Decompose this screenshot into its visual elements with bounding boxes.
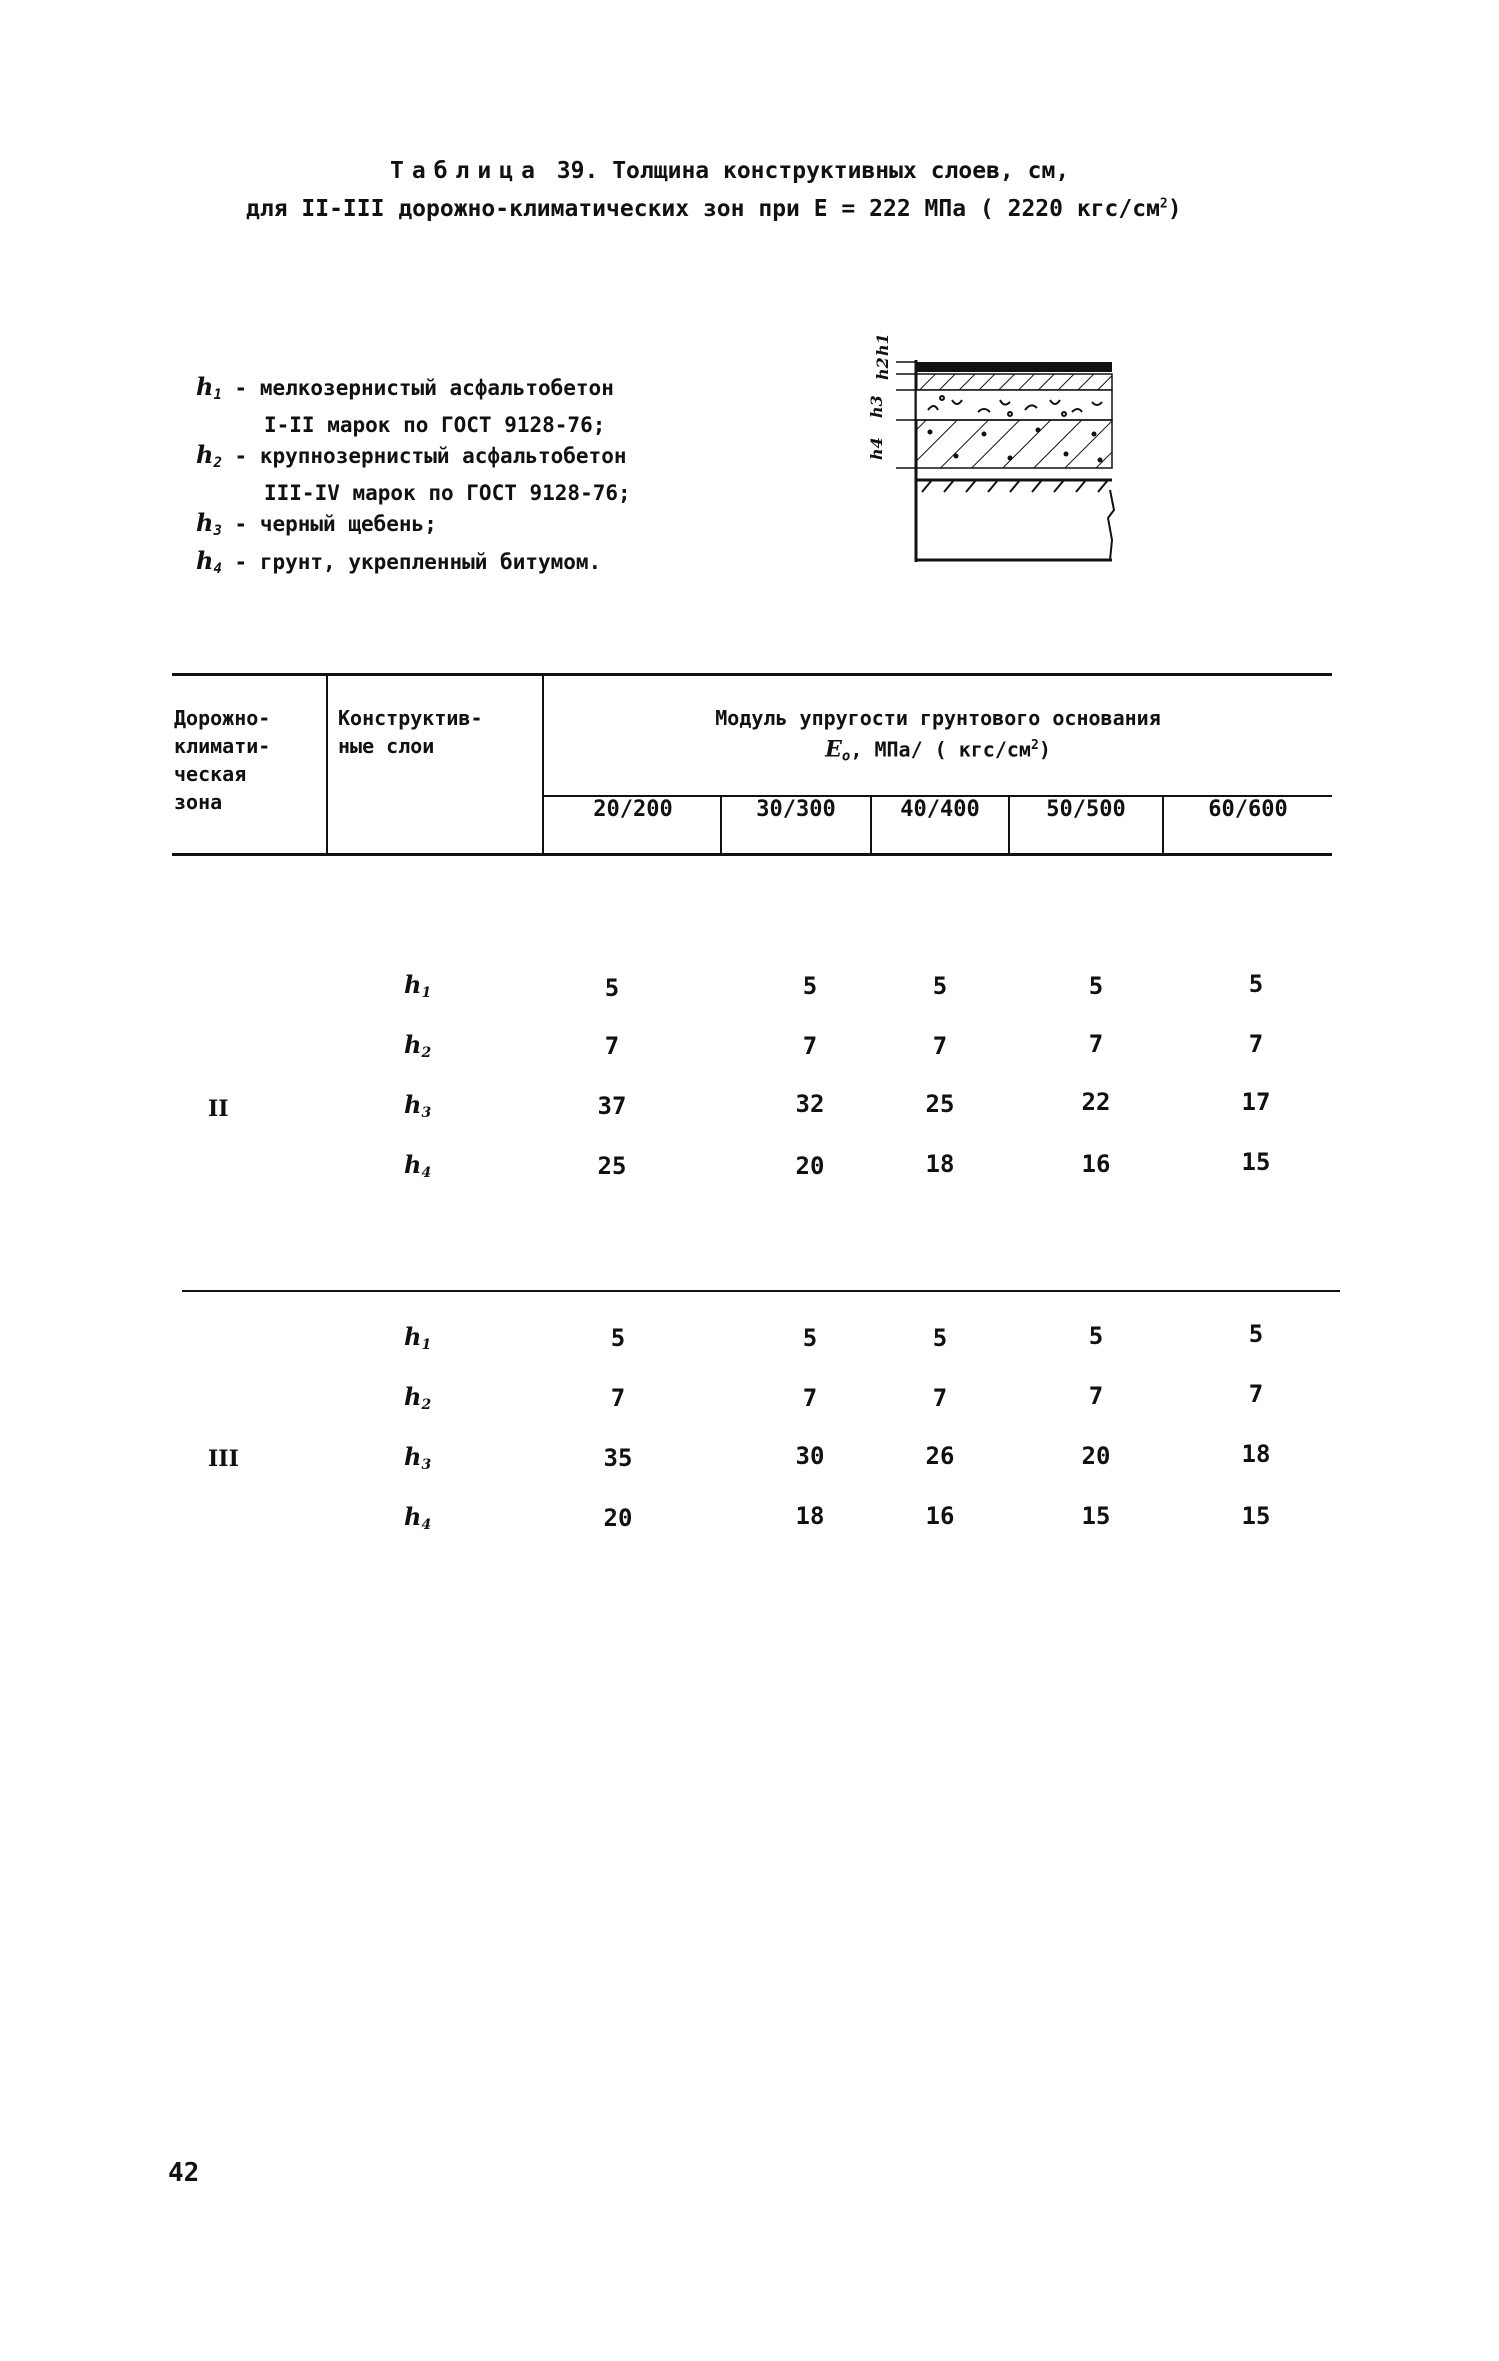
- legend-symbol: h: [196, 508, 214, 537]
- title-close: ): [1167, 196, 1182, 222]
- header-layers-line: ные слои: [338, 734, 435, 758]
- legend-item-h4: [196, 546, 631, 584]
- cell: 20: [603, 1504, 633, 1532]
- modulus-sup: 2: [1030, 738, 1039, 753]
- cell: 22: [1081, 1088, 1111, 1116]
- legend-text: - грунт, укрепленный битумом.: [234, 550, 602, 574]
- layer-sub: 2: [421, 1397, 432, 1413]
- zone-label-ii: II: [208, 1096, 229, 1122]
- modulus-symbol: E: [825, 736, 842, 763]
- table-title-number: 39.: [556, 158, 599, 184]
- header-zone-line: ческая: [174, 762, 247, 786]
- cell: 5: [802, 1324, 818, 1352]
- modulus-col-3: 40/400: [900, 797, 980, 822]
- header-zone-line: климати-: [174, 734, 271, 758]
- row-layer-h2: [404, 1030, 431, 1061]
- legend-sub: 2: [213, 455, 222, 471]
- col-divider-1: [326, 673, 328, 855]
- cell: 18: [925, 1150, 955, 1178]
- cell: 5: [802, 972, 818, 1000]
- row-layer-h4: [404, 1150, 431, 1181]
- layer-h1-shape: [916, 362, 1112, 372]
- header-modulus-title: Модуль упругости грунтового основания: [715, 706, 1161, 730]
- title-sup: 2: [1159, 196, 1168, 212]
- diagram-label-h3: h3: [867, 395, 886, 418]
- cell: 7: [1088, 1382, 1104, 1410]
- legend-text: - черный щебень;: [234, 512, 437, 536]
- legend-symbol: h: [196, 372, 214, 401]
- cell: 20: [795, 1152, 825, 1180]
- row-layer-h3: [404, 1090, 431, 1121]
- layer-sub: 1: [421, 985, 432, 1001]
- layer-h3-shape: [916, 390, 1112, 420]
- cell: 5: [1248, 1320, 1264, 1348]
- legend: [196, 372, 631, 584]
- legend-text: - мелкозернистый асфальтобетон: [234, 376, 614, 400]
- layer-sym: h: [404, 1150, 422, 1179]
- cell: 7: [932, 1032, 948, 1060]
- layer-sym: h: [404, 1322, 422, 1351]
- cell: 5: [1088, 1322, 1104, 1350]
- cell: 5: [604, 974, 620, 1002]
- legend-symbol: h: [196, 546, 214, 575]
- cell: 35: [603, 1444, 633, 1472]
- cell: 7: [1248, 1030, 1264, 1058]
- cell: 18: [1241, 1440, 1271, 1468]
- layer-sub: 4: [421, 1165, 432, 1181]
- header-zone-line: зона: [174, 790, 223, 814]
- cell: 5: [932, 972, 948, 1000]
- modulus-col-1: 20/200: [593, 797, 673, 822]
- layer-sub: 1: [421, 1337, 432, 1353]
- row-layer-h1: [404, 1322, 431, 1353]
- header-modulus-units: [544, 732, 1332, 771]
- cell: 7: [610, 1384, 626, 1412]
- cell: 15: [1241, 1502, 1271, 1530]
- layer-sym: h: [404, 1442, 422, 1471]
- header-zone-line: Дорожно-: [174, 706, 271, 730]
- diagram-label-h4: h4: [867, 437, 886, 460]
- cell: 15: [1081, 1502, 1111, 1530]
- page-number: 42: [168, 2158, 200, 2188]
- cell: 7: [1088, 1030, 1104, 1058]
- cell: 7: [604, 1032, 620, 1060]
- row-layer-h4: [404, 1502, 431, 1533]
- modulus-col-5: 60/600: [1208, 797, 1288, 822]
- layer-sym: h: [404, 1502, 422, 1531]
- cell: 30: [795, 1442, 825, 1470]
- layer-h4-shape: [916, 420, 1112, 468]
- header-bottom-rule: [172, 853, 1332, 856]
- modulus-col-4: 50/500: [1046, 797, 1126, 822]
- legend-cont: III-IV марок по ГОСТ 9128-76;: [264, 481, 631, 505]
- table-top-rule: [172, 673, 1332, 676]
- cell: 7: [802, 1384, 818, 1412]
- layer-sub: 4: [421, 1517, 432, 1533]
- cell: 7: [1248, 1380, 1264, 1408]
- header-zone: [174, 704, 270, 816]
- legend-symbol: h: [196, 440, 214, 469]
- legend-cont: I-II марок по ГОСТ 9128-76;: [264, 413, 606, 437]
- cell: 7: [932, 1384, 948, 1412]
- layer-sub: 3: [421, 1457, 432, 1473]
- cell: 5: [1088, 972, 1104, 1000]
- table-title-text: Толщина конструктивных слоев, см,: [612, 158, 1070, 184]
- cell: 17: [1241, 1088, 1271, 1116]
- layer-cross-section-diagram: [860, 330, 1130, 570]
- header-layers: [338, 704, 483, 760]
- zone-separator: [182, 1290, 1340, 1292]
- cell: 37: [597, 1092, 627, 1120]
- header-layers-line: Конструктив-: [338, 706, 483, 730]
- ground-hatch: [922, 480, 1108, 492]
- table-title-line1: [390, 158, 1069, 184]
- cell: 20: [1081, 1442, 1111, 1470]
- layer-sym: h: [404, 970, 422, 999]
- layer-sub: 2: [421, 1045, 432, 1061]
- layer-sym: h: [404, 1090, 422, 1119]
- header-modulus-group: [544, 704, 1332, 771]
- legend-item-h1: [196, 372, 631, 410]
- cell: 16: [1081, 1150, 1111, 1178]
- table-title-prefix: Таблица: [390, 158, 543, 184]
- cell: 5: [1248, 970, 1264, 998]
- break-line: [1108, 490, 1114, 560]
- cell: 5: [610, 1324, 626, 1352]
- diagram-label-h2: h2: [873, 357, 892, 380]
- table-title-line2: [246, 196, 1182, 222]
- layer-sym: h: [404, 1030, 422, 1059]
- cell: 18: [795, 1502, 825, 1530]
- table-title-subtitle: для II-III дорожно-климатических зон при E = 222 МПа ( 2220 кгс/см: [246, 196, 1160, 222]
- legend-text: - крупнозернистый асфальтобетон: [234, 444, 627, 468]
- cell: 15: [1241, 1148, 1271, 1176]
- legend-sub: 3: [213, 523, 222, 539]
- cell: 25: [597, 1152, 627, 1180]
- row-layer-h3: [404, 1442, 431, 1473]
- cell: 32: [795, 1090, 825, 1118]
- cell: 16: [925, 1502, 955, 1530]
- cell: 26: [925, 1442, 955, 1470]
- cell: 5: [932, 1324, 948, 1352]
- modulus-sub: o: [841, 748, 851, 765]
- cell: 25: [925, 1090, 955, 1118]
- modulus-col-2: 30/300: [756, 797, 836, 822]
- cell: 7: [802, 1032, 818, 1060]
- layer-sym: h: [404, 1382, 422, 1411]
- row-layer-h1: [404, 970, 431, 1001]
- layer-sub: 3: [421, 1105, 432, 1121]
- legend-sub: 4: [213, 561, 222, 577]
- modulus-close: ): [1038, 737, 1051, 762]
- modulus-units-text: , МПа/ ( кгс/см: [850, 737, 1031, 762]
- layer-h2-shape: [916, 374, 1112, 390]
- legend-item-h3: [196, 508, 631, 546]
- zone-label-iii: III: [208, 1446, 239, 1472]
- row-layer-h2: [404, 1382, 431, 1413]
- dimension-marks: [896, 362, 916, 468]
- legend-item-h2: [196, 440, 631, 478]
- legend-sub: 1: [213, 387, 222, 403]
- diagram-label-h1: h1: [873, 333, 892, 356]
